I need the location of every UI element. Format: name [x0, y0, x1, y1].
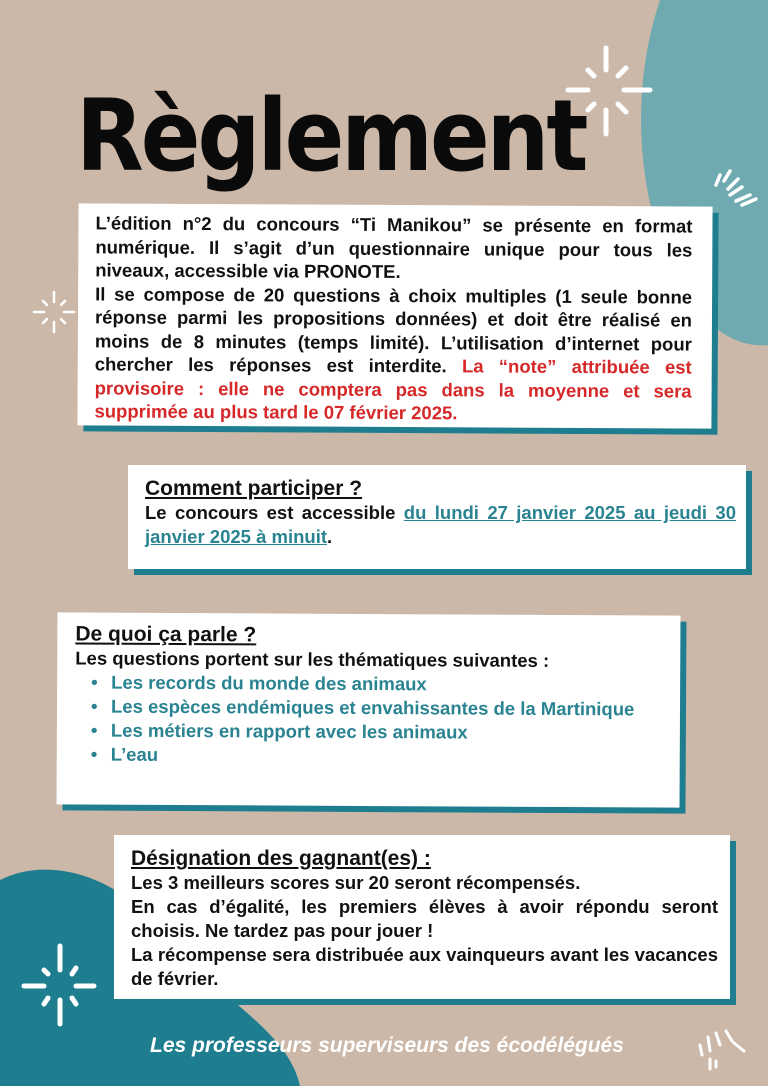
participate-card [128, 465, 746, 569]
topics-heading: De quoi ça parle ? [75, 622, 257, 647]
participate-dates: du lundi 27 janvier 2025 au jeudi 30 janvier 2025 à minuit [145, 502, 736, 547]
intro-paragraph-2: Il se compose de 20 questions à choix multiples (1 seule bonne réponse parmi les propositions données) et doit être réalisé en moins de 8 minutes (temps limité). L’utilisation d’internet pour chercher les réponses est interdite. [94, 282, 693, 377]
intro-card [77, 203, 712, 428]
participate-end: . [327, 526, 333, 547]
winners-line-1: Les 3 meilleurs scores sur 20 seront récompensés. [131, 872, 581, 893]
topic-item: • Les espèces endémiques et envahissantes de la Martinique [111, 695, 666, 722]
topics-list [75, 670, 666, 769]
winners-heading: Désignation des gagnant(es) : [131, 847, 431, 870]
winners-line-2: En cas d’égalité, les premiers élèves à avoir répondu seront choisis. Ne tardez pas pour jouer ! [131, 896, 718, 941]
sparkle-icon [694, 1025, 754, 1075]
topic-item: • Les métiers en rapport avec les animaux [111, 719, 666, 746]
winners-line-3: La récompense sera distribuée aux vainqueurs avant les vacances de février. [131, 944, 718, 989]
footer-signature: Les professeurs superviseurs des écodélégués [150, 1034, 624, 1057]
sparkle-icon [710, 165, 760, 215]
topic-item: • Les records du monde des animaux [111, 671, 666, 698]
sparkle-icon [18, 940, 98, 1030]
winners-card [114, 835, 730, 999]
intro-warning: La “note” attribuée est provisoire : elle ne comptera pas dans la moyenne et sera supprimée au plus tard le 07 février 2025. [94, 355, 692, 424]
page-title: Règlement [76, 78, 586, 194]
sparkle-icon [30, 288, 78, 336]
topics-intro: Les questions portent sur les thématiques suivantes : [75, 647, 550, 671]
topics-card [57, 612, 681, 807]
participate-intro: Le concours est accessible [145, 502, 404, 523]
topic-item: • L’eau [111, 743, 666, 770]
participate-text [145, 501, 736, 549]
participate-heading: Comment participer ? [145, 477, 363, 500]
intro-text [94, 211, 692, 426]
intro-paragraph-1: L’édition n°2 du concours “Ti Manikou” se présente en format numérique. Il s’agit d’un questionnaire unique pour tous les niveaux, accessible via PRONOTE. [95, 212, 693, 283]
